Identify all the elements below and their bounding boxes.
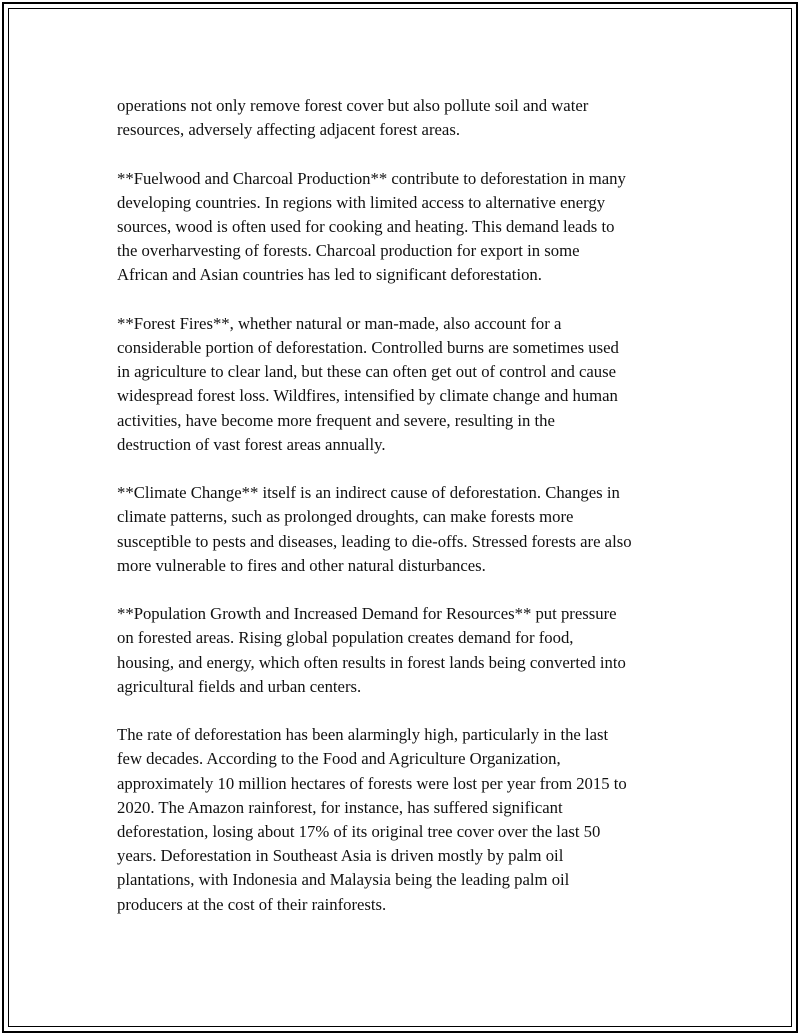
paragraph-fuelwood-charcoal: **Fuelwood and Charcoal Production** contribute to deforestation in many developing countries. In regions with limited access to alternative energy sources, wood is often used for cooking and heating. This demand leads to the overharvesting of forests. Charcoal production for export in some African and Asian countries has led to significant deforestation. [117, 168, 626, 285]
document-body [117, 94, 697, 941]
paragraph-population-growth: **Population Growth and Increased Demand for Resources** put pressure on forested areas. Rising global population creates demand for food, housing, and energy, which often results in forest lands being converted into agricultural fields and urban centers. [117, 604, 626, 696]
paragraph-deforestation-rate: The rate of deforestation has been alarmingly high, particularly in the last few decades. According to the Food and Agriculture Organization, approximately 10 million hectares of forests were lost per year from 2015 to 2020. The Amazon rainforest, for instance, has suffered significant deforestation, losing about 17% of its original tree cover over the last 50 years. Deforestation in Southeast Asia is driven mostly by palm oil plantations, with Indonesia and Malaysia being the leading palm oil producers at the cost of their rainforests. [117, 725, 627, 914]
document-page [2, 2, 798, 1033]
paragraph-forest-fires: **Forest Fires**, whether natural or man-made, also account for a considerable portion of deforestation. Controlled burns are sometimes used in agriculture to clear land, but these can often get out of control and cause widespread forest loss. Wildfires, intensified by climate change and human activities, have become more frequent and severe, resulting in the destruction of vast forest areas annually. [117, 313, 619, 454]
paragraph-mining-continuation: operations not only remove forest cover but also pollute soil and water resources, adversely affecting adjacent forest areas. [117, 96, 589, 140]
paragraph-climate-change: **Climate Change** itself is an indirect cause of deforestation. Changes in climate patterns, such as prolonged droughts, can make forests more susceptible to pests and diseases, leading to die-offs. Stressed forests are also more vulnerable to fires and other natural disturbances. [117, 483, 632, 575]
